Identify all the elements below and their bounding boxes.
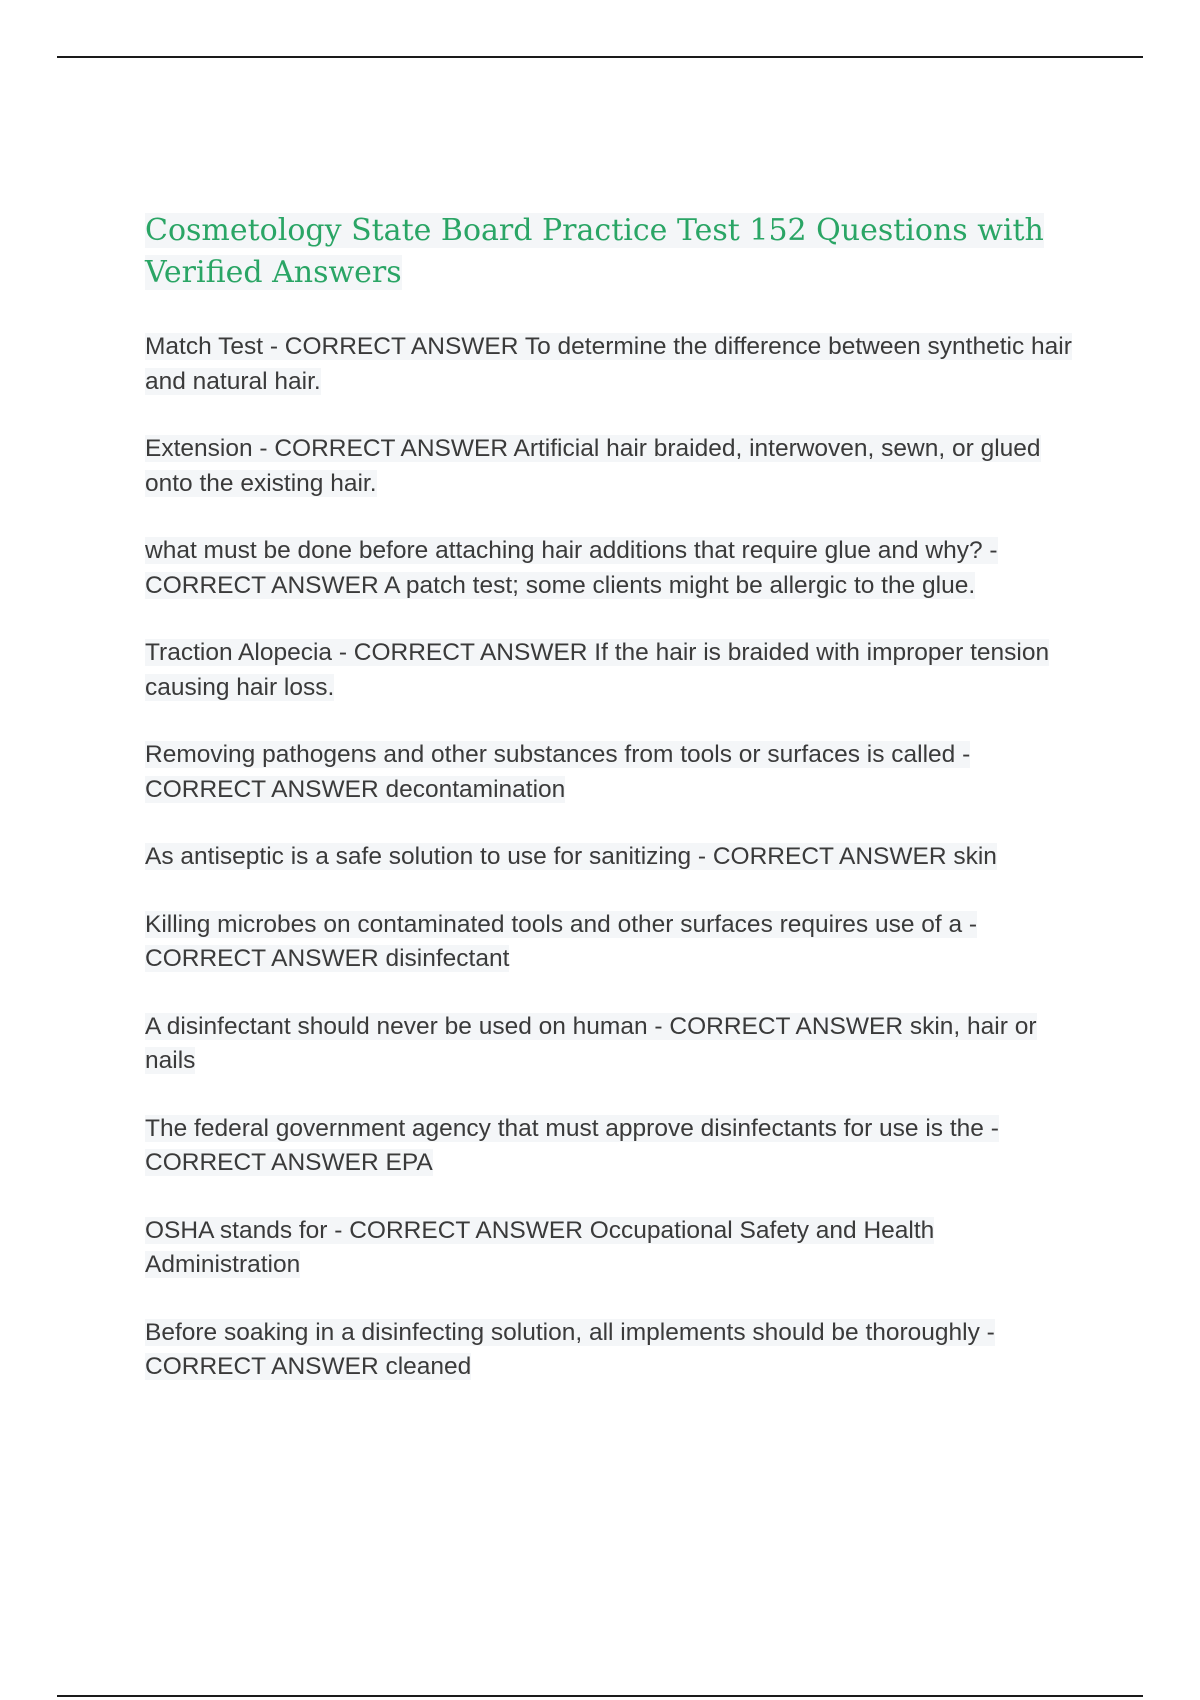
qa-entry-text: Killing microbes on contaminated tools and other surfaces requires use of a - CORRECT ANSWER disinfectant (145, 910, 978, 972)
qa-entry-text: Extension - CORRECT ANSWER Artificial hair braided, interwoven, sewn, or glued onto the existing hair. (145, 435, 1041, 497)
qa-entry (145, 840, 1085, 875)
document-title-text: Cosmetology State Board Practice Test 152 Questions with Verified Answers (145, 213, 1044, 290)
qa-entry (145, 1214, 1085, 1283)
qa-entry (145, 1112, 1085, 1181)
qa-entry (145, 534, 1085, 603)
footer-rule (57, 1695, 1143, 1697)
qa-entry-text: Removing pathogens and other substances from tools or surfaces is called - CORRECT ANSWER decontamination (145, 741, 971, 803)
qa-entry (145, 432, 1085, 501)
qa-entry-text: Traction Alopecia - CORRECT ANSWER If the hair is braided with improper tension causing hair loss. (145, 639, 1050, 701)
qa-entry (145, 908, 1085, 977)
qa-entry (145, 1316, 1085, 1385)
qa-entry (145, 738, 1085, 807)
document-title (145, 210, 1085, 294)
qa-entry-text: OSHA stands for - CORRECT ANSWER Occupational Safety and Health Administration (145, 1216, 935, 1278)
qa-entry-text: As antiseptic is a safe solution to use for sanitizing - CORRECT ANSWER skin (145, 843, 997, 870)
qa-entry (145, 636, 1085, 705)
qa-entry (145, 1010, 1085, 1079)
header-rule (57, 56, 1143, 58)
qa-entry (145, 330, 1085, 399)
qa-entry-text: A disinfectant should never be used on human - CORRECT ANSWER skin, hair or nails (145, 1012, 1037, 1074)
qa-entry-text: Match Test - CORRECT ANSWER To determine the difference between synthetic hair and natural hair. (145, 333, 1072, 395)
qa-entry-text: Before soaking in a disinfecting solution, all implements should be thoroughly - CORRECT ANSWER cleaned (145, 1318, 995, 1380)
document-body (145, 210, 1085, 1418)
qa-list (145, 330, 1085, 1385)
qa-entry-text: what must be done before attaching hair additions that require glue and why? - CORRECT ANSWER A patch test; some clients might be allergic to the glue. (145, 537, 998, 599)
qa-entry-text: The federal government agency that must approve disinfectants for use is the - CORRECT ANSWER EPA (145, 1114, 999, 1176)
